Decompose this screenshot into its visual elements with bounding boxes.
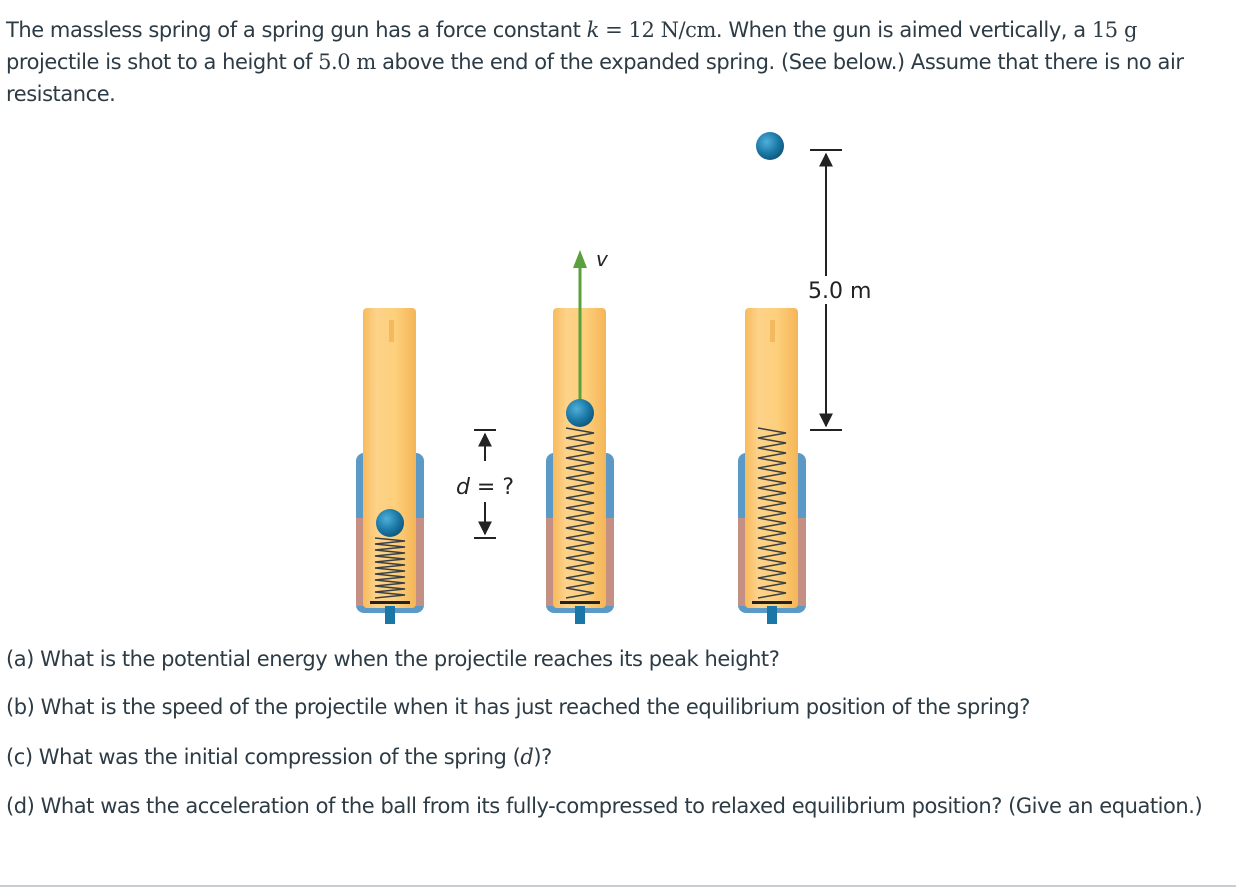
intro-text-1: The massless spring of a spring gun has a force constant (6, 18, 587, 42)
question-a: (a) What is the potential energy when the projectile reaches its peak height? (6, 647, 780, 671)
question-d: (d) What was the acceleration of the ball from its fully-compressed to relaxed equilibrium position? (Give an equation.) (6, 794, 1203, 818)
mass-value: 15 g (1091, 18, 1137, 42)
intro-text-3: projectile is shot to a height of (6, 50, 319, 74)
problem-statement (6, 14, 1230, 110)
spring-plate (752, 601, 792, 604)
projectile-ball (376, 509, 404, 537)
velocity-arrow-head (573, 250, 587, 268)
question-c-variable: d (520, 745, 534, 769)
spring-gun-compressed (356, 308, 424, 624)
projectile-ball (566, 399, 594, 427)
projectile-ball-peak (756, 132, 784, 160)
spring-gun-firing (546, 247, 614, 624)
gun-base-stem (767, 606, 777, 624)
height-value: 5.0 m (318, 50, 376, 74)
intro-text-2: . When the gun is aimed vertically, a (715, 18, 1092, 42)
spring-gun-relaxed (738, 132, 806, 624)
spring-constant-value: = 12 N/cm (598, 18, 716, 42)
question-b: (b) What is the speed of the projectile when it has just reached the equilibrium position of the spring? (6, 695, 1030, 719)
spring-gun-figure (340, 128, 880, 633)
height-label: 5.0 m (808, 279, 872, 304)
gun-base-stem (575, 606, 585, 624)
question-c (6, 741, 1230, 773)
k-symbol: k (586, 18, 599, 42)
intro-text-4: above the end of the expanded spring. (See below.) Assume that there is no air resistance. (6, 50, 1184, 106)
spring-plate (370, 601, 410, 604)
compression-label: d = ? (455, 475, 515, 500)
compression-dimension (456, 430, 514, 538)
spring-plate (560, 601, 600, 604)
bottom-divider (0, 885, 1236, 887)
barrel-highlight (389, 320, 394, 342)
gun-barrel (745, 308, 798, 608)
barrel-highlight (770, 320, 775, 342)
velocity-label: v (596, 247, 608, 271)
gun-base-stem (385, 606, 395, 624)
height-dimension (808, 150, 871, 430)
question-c-text-2: )? (533, 745, 552, 769)
question-c-text-1: (c) What was the initial compression of the spring ( (6, 745, 521, 769)
